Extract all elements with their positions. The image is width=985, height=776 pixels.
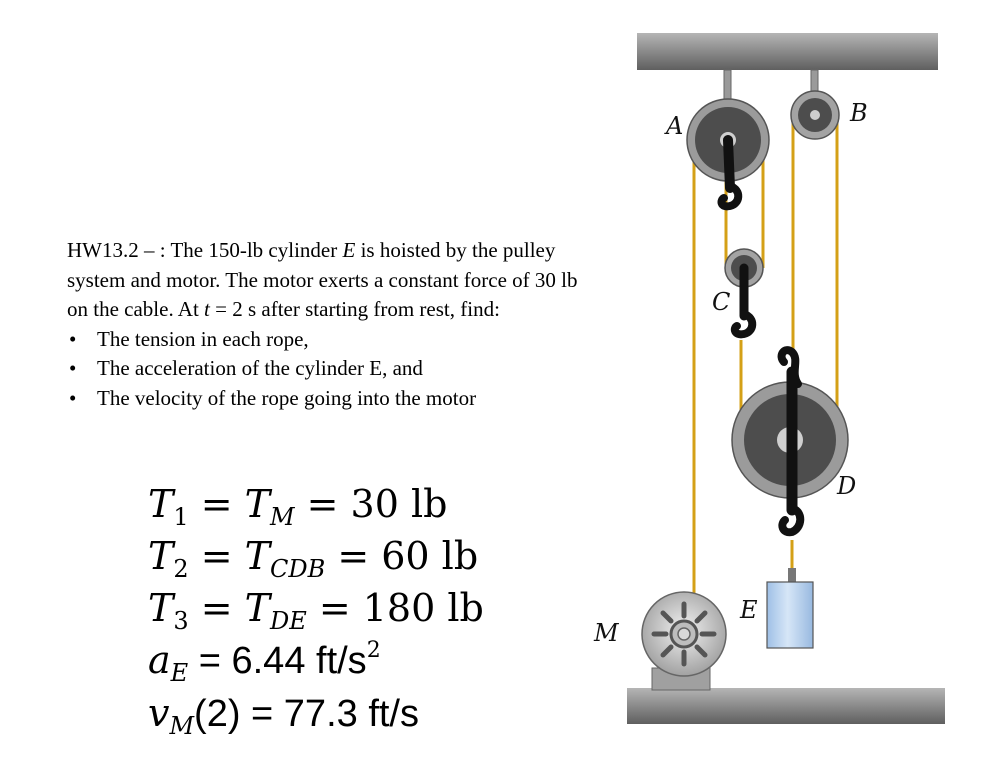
label-m: M [594,619,619,647]
pulley-b [791,91,839,139]
answer-tension-2: $T_2 = T_{CDB} = 60$ lb [148,534,479,583]
hook-c-icon [735,314,752,334]
motor-m [642,592,726,690]
answer-tension-3: $T_3 = T_{DE} = 180$ lb [148,586,484,635]
cylinder-e [767,568,813,648]
answer-acceleration: $a_E = 6.44$ $ft/s^2$ [148,638,381,687]
question-item: • The acceleration of the cylinder E, and [69,356,423,380]
hook-d-bottom-icon [782,508,800,532]
question-item: • The velocity of the rope going into the motor [69,385,477,410]
question-item: • The tension in each rope, [69,326,309,351]
label-c: C [712,288,731,316]
answer-tension-1: $T_1 = T_M = 30$ lb [148,482,448,531]
label-a: A [666,112,684,140]
problem-intro: HW13.2 – : The 150-lb cylinder E is hoisted by the pulley system and motor. The motor exerts a constant force of 30 lb on the cable. At t = 2 s after starting from rest, find: [67,238,578,321]
ceiling-beam [637,33,938,70]
answer-velocity: $v_M(2) = 77.3$ ft/s [148,691,419,740]
strap-a [728,140,730,188]
hook-a-icon [722,186,739,206]
ropes [694,115,837,600]
label-e: E [740,596,758,624]
label-b: B [850,99,868,127]
label-d: D [837,472,857,500]
floor-beam [627,688,945,724]
